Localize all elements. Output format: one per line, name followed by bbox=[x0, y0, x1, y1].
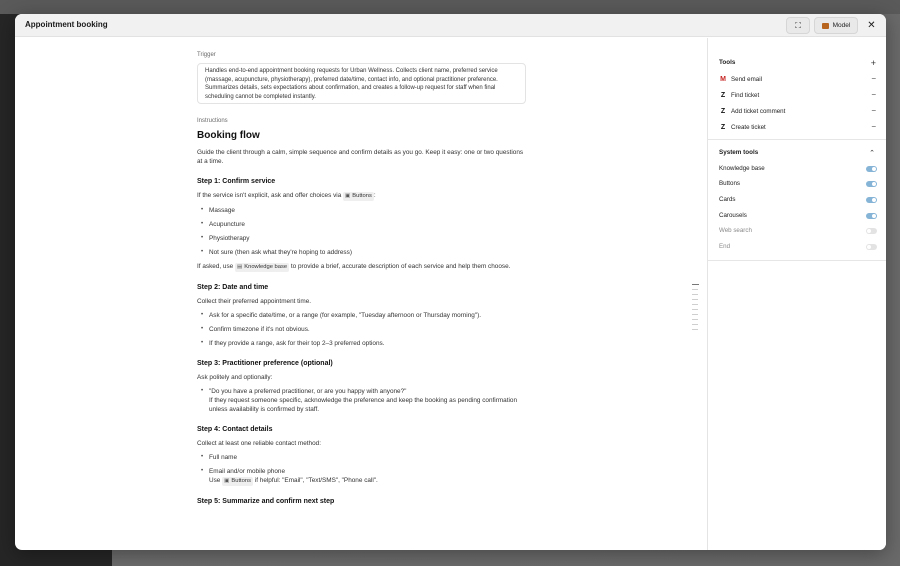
model-button[interactable] bbox=[814, 17, 858, 34]
buttons-chip-label: Buttons bbox=[231, 478, 252, 484]
sidebar-divider bbox=[708, 260, 886, 261]
carousels-toggle[interactable] bbox=[866, 213, 877, 219]
tool-find-ticket[interactable] bbox=[719, 90, 877, 100]
use-text-after: if helpful: "Email", "Text/SMS", "Phone call". bbox=[254, 477, 378, 484]
outline-mark bbox=[692, 289, 698, 290]
list-item bbox=[197, 387, 527, 414]
instructions-intro: Guide the client through a calm, simple sequence and confirm details as you go. Keep it easy: one or two questions at a time. bbox=[197, 149, 524, 165]
outline-mark bbox=[692, 324, 698, 325]
step1-text bbox=[197, 191, 527, 201]
list-item: • If they provide a range, ask for their top 2–3 preferred options. bbox=[197, 339, 527, 348]
knowledge-base-chip-label: Knowledge base bbox=[244, 264, 288, 270]
step1-text-after: : bbox=[373, 192, 376, 199]
knowledge-base-toggle[interactable] bbox=[866, 166, 877, 172]
system-tool-cards bbox=[719, 196, 877, 206]
book-icon: ▤ bbox=[237, 264, 243, 270]
step1-text-before: If the service isn't explicit, ask and offer choices via bbox=[197, 192, 342, 199]
model-label: Model bbox=[832, 22, 851, 29]
appointment-booking-modal bbox=[15, 14, 886, 550]
list-item: • Acupuncture bbox=[197, 220, 527, 229]
practitioner-followup: If they request someone specific, acknowledge the preference and keep the booking as pending confirmation unless availability is confirmed by staff. bbox=[209, 397, 518, 413]
outline-mark bbox=[692, 294, 698, 295]
remove-tool-button[interactable]: − bbox=[871, 74, 876, 83]
list-item: • Massage bbox=[197, 206, 527, 215]
tool-send-email[interactable] bbox=[719, 74, 877, 84]
system-tool-label: Web search bbox=[719, 227, 752, 234]
outline-mark bbox=[692, 304, 698, 305]
tool-create-ticket[interactable] bbox=[719, 122, 877, 132]
step5-title: Step 5: Summarize and confirm next step bbox=[197, 498, 335, 505]
buttons-toggle[interactable] bbox=[866, 181, 877, 187]
buttons-chip-label: Buttons bbox=[352, 193, 372, 199]
outline-scrollbar[interactable] bbox=[692, 284, 700, 334]
system-tools-title: System tools bbox=[719, 149, 759, 156]
contact-use-line bbox=[209, 476, 527, 486]
instructions-heading: Booking flow bbox=[197, 130, 260, 141]
tools-sidebar bbox=[707, 38, 886, 550]
system-tool-carousels bbox=[719, 212, 877, 222]
tool-label: Send email bbox=[731, 75, 762, 83]
plus-icon: + bbox=[870, 58, 876, 68]
system-tool-label: Carousels bbox=[719, 212, 747, 219]
step1-title: Step 1: Confirm service bbox=[197, 178, 276, 185]
outline-mark bbox=[692, 284, 699, 285]
buttons-chip[interactable] bbox=[343, 192, 374, 201]
system-tool-end bbox=[719, 243, 877, 253]
tool-label: Add ticket comment bbox=[731, 107, 786, 115]
practitioner-list bbox=[197, 387, 527, 414]
remove-tool-button[interactable]: − bbox=[871, 106, 876, 115]
contact-item-text: • Email and/or mobile phone bbox=[209, 468, 286, 475]
editor-pane bbox=[15, 38, 707, 550]
contact-list bbox=[197, 453, 527, 486]
system-tool-label: End bbox=[719, 243, 731, 250]
app-topbar-backdrop bbox=[0, 0, 900, 14]
expand-icon: ⛶ bbox=[795, 20, 801, 30]
step2-text: Collect their preferred appointment time. bbox=[197, 298, 312, 305]
zendesk-icon: Z bbox=[720, 107, 726, 115]
outline-mark bbox=[692, 299, 698, 300]
buttons-chip[interactable] bbox=[222, 477, 253, 486]
tool-add-ticket-comment[interactable] bbox=[719, 106, 877, 116]
trigger-textarea[interactable]: Handles end-to-end appointment booking requests for Urban Wellness. Collects client name, preferred service (massage, acupuncture, physiotherapy), preferred date/time, contact info, and optional practitioner preference. Summarizes details, sets expectations about confirmation, and creates a follow-up request for staff when final scheduling cannot be completed instantly. bbox=[197, 63, 526, 104]
kb-text-after: to provide a brief, accurate description of each service and help them choose. bbox=[290, 263, 511, 270]
practitioner-quote: • "Do you have a preferred practitioner, or are you happy with anyone?" bbox=[209, 388, 407, 395]
gmail-icon: M bbox=[720, 75, 726, 83]
system-tool-label: Buttons bbox=[719, 180, 740, 187]
buttons-icon: ▣ bbox=[224, 478, 230, 484]
trigger-label: Trigger bbox=[197, 52, 216, 58]
list-item: • Full name bbox=[197, 453, 527, 462]
chevron-up-icon: ⌃ bbox=[869, 150, 875, 157]
sidebar-divider bbox=[708, 139, 886, 140]
modal-header bbox=[15, 14, 886, 37]
use-text-before: Use bbox=[209, 477, 221, 484]
list-item: • Not sure (then ask what they're hoping to address) bbox=[197, 248, 527, 257]
collapse-system-tools-button[interactable] bbox=[869, 149, 875, 157]
remove-tool-button[interactable]: − bbox=[871, 122, 876, 131]
datetime-list bbox=[197, 311, 527, 348]
knowledge-base-chip[interactable] bbox=[235, 263, 289, 272]
instructions-editor[interactable] bbox=[197, 130, 527, 511]
kb-text-before: If asked, use bbox=[197, 263, 234, 270]
tools-title: Tools bbox=[719, 59, 736, 66]
remove-tool-button[interactable]: − bbox=[871, 90, 876, 99]
modal-title: Appointment booking bbox=[25, 20, 108, 29]
web-search-toggle[interactable] bbox=[866, 228, 877, 234]
step3-text: Ask politely and optionally: bbox=[197, 374, 273, 381]
instructions-label: Instructions bbox=[197, 118, 228, 124]
outline-mark bbox=[692, 309, 698, 310]
step3-title: Step 3: Practitioner preference (optional) bbox=[197, 360, 333, 367]
system-tool-web-search bbox=[719, 227, 877, 237]
step4-title: Step 4: Contact details bbox=[197, 426, 273, 433]
cards-toggle[interactable] bbox=[866, 197, 877, 203]
list-item: • Physiotherapy bbox=[197, 234, 527, 243]
system-tool-knowledge-base bbox=[719, 165, 877, 175]
buttons-icon: ▣ bbox=[345, 193, 351, 199]
system-tool-label: Cards bbox=[719, 196, 736, 203]
outline-mark bbox=[692, 314, 698, 315]
step2-title: Step 2: Date and time bbox=[197, 284, 269, 291]
tool-label: Create ticket bbox=[731, 123, 766, 131]
step1-kb-text bbox=[197, 262, 527, 272]
outline-mark bbox=[692, 329, 698, 330]
zendesk-icon: Z bbox=[720, 123, 726, 131]
expand-button[interactable] bbox=[786, 17, 810, 34]
close-button[interactable] bbox=[862, 17, 881, 34]
list-item: • Ask for a specific date/time, or a range (for example, "Tuesday afternoon or Thursday morning"). bbox=[197, 311, 527, 320]
model-icon bbox=[822, 23, 829, 29]
tool-label: Find ticket bbox=[731, 91, 760, 99]
zendesk-icon: Z bbox=[720, 91, 726, 99]
step4-text: Collect at least one reliable contact method: bbox=[197, 440, 321, 447]
close-icon: ✕ bbox=[867, 20, 876, 31]
system-tool-label: Knowledge base bbox=[719, 165, 765, 172]
list-item: • Confirm timezone if it's not obvious. bbox=[197, 325, 527, 334]
add-tool-button[interactable] bbox=[871, 59, 876, 67]
list-item bbox=[197, 467, 527, 486]
system-tool-buttons bbox=[719, 180, 877, 190]
outline-mark bbox=[692, 319, 698, 320]
end-toggle[interactable] bbox=[866, 244, 877, 250]
service-list bbox=[197, 206, 527, 257]
